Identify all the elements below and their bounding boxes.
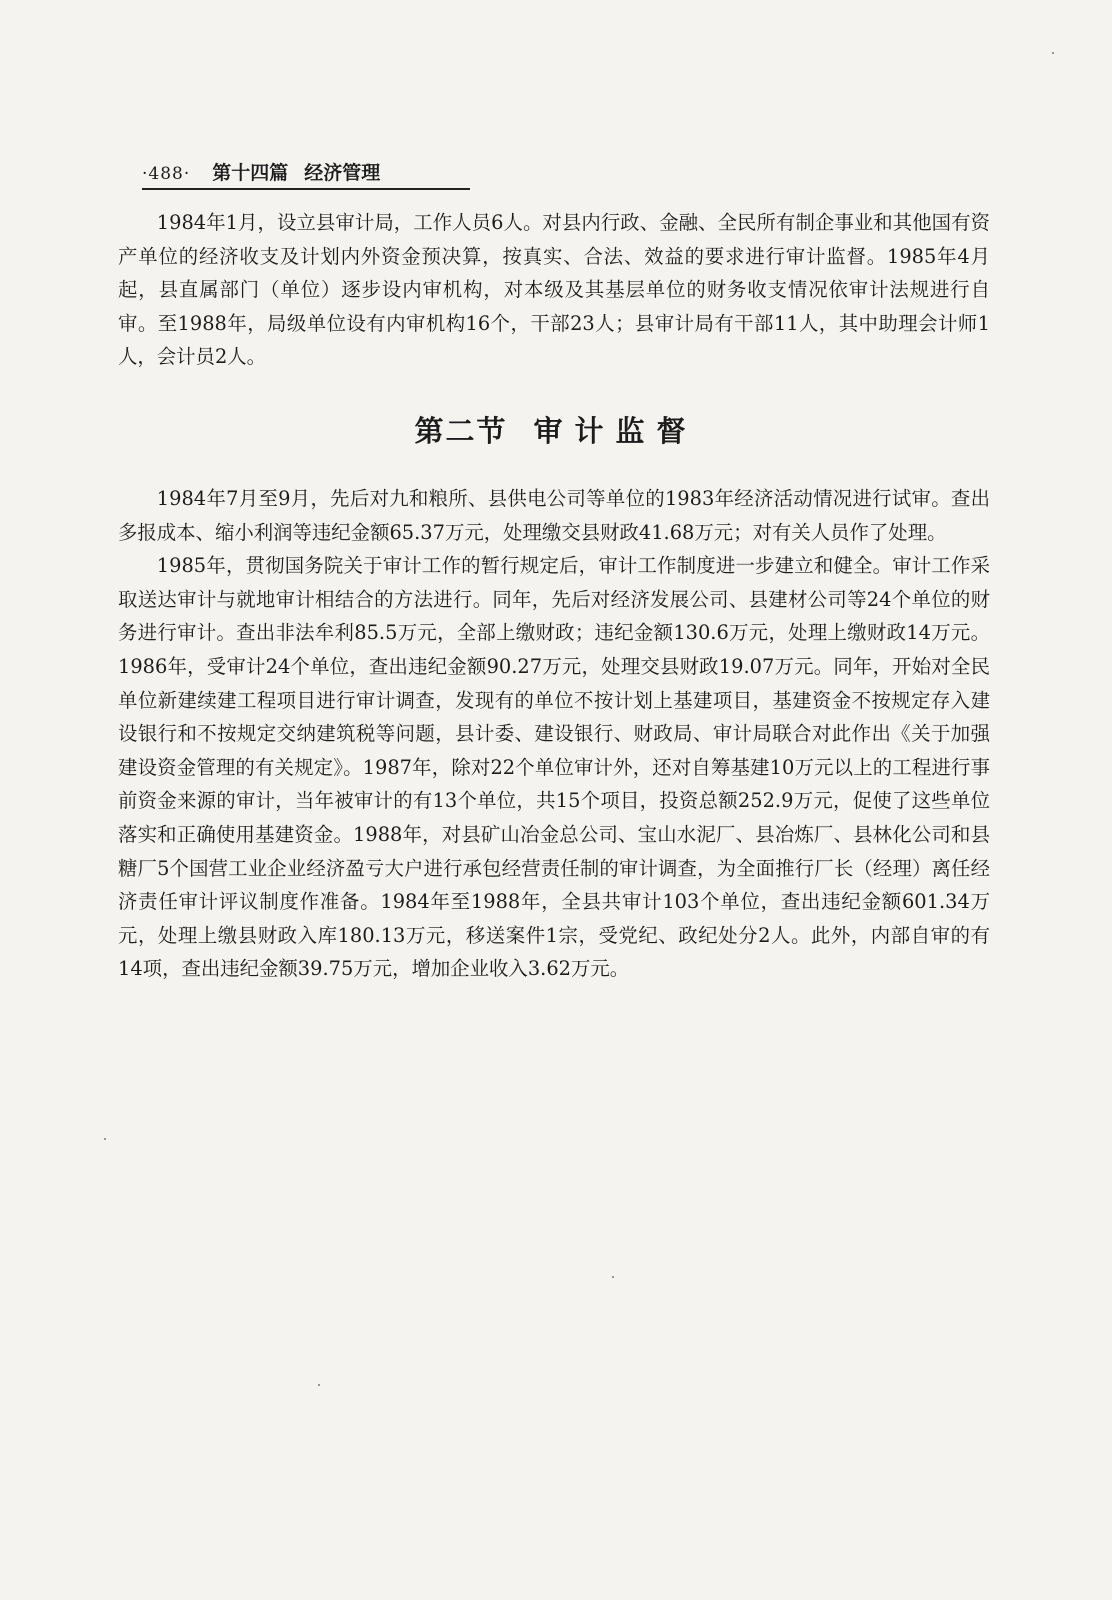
part-title: 第十四篇 <box>212 162 289 184</box>
paragraph: 1984年7月至9月，先后对九和粮所、县供电公司等单位的1983年经济活动情况进行试审。查出多报成本、缩小利润等违纪金额65.37万元，处理缴交县财政41.68万元；对有关人员作了处理。 <box>118 487 990 544</box>
paragraph: 1984年1月，设立县审计局，工作人员6人。对县内行政、金融、全民所有制企事业和其他国有资产单位的经济收支及计划内外资金预决算，按真实、合法、效益的要求进行审计监督。1985年4月起，县直属部门（单位）逐步设内审机构，对本级及其基层单位的财务收支情况依审计法规进行自审。至1988年，局级单位设有内审机构16个，干部23人；县审计局有干部11人，其中助理会计师1人，会计员2人。 <box>118 211 990 369</box>
running-header <box>142 158 470 190</box>
scan-speck <box>612 1276 614 1278</box>
section-body <box>118 482 990 986</box>
section-title: 审计监督 <box>533 414 698 448</box>
section-number: 第二节 <box>414 414 508 448</box>
intro-text <box>118 206 990 374</box>
page-number: ·488· <box>142 164 191 184</box>
section-heading <box>0 409 1112 450</box>
scan-speck <box>318 1384 320 1386</box>
scan-speck <box>1052 52 1054 54</box>
scan-speck <box>104 1138 106 1140</box>
paragraph: 1985年，贯彻国务院关于审计工作的暂行规定后，审计工作制度进一步建立和健全。审计工作采取送达审计与就地审计相结合的方法进行。同年，先后对经济发展公司、县建材公司等24个单位的财务进行审计。查出非法牟利85.5万元，全部上缴财政；违纪金额130.6万元，处理上缴财政14万元。1986年，受审计24个单位，查出违纪金额90.27万元，处理交县财政19.07万元。同年，开始对全民单位新建续建工程项目进行审计调查，发现有的单位不按计划上基建项目，基建资金不按规定存入建设银行和不按规定交纳建筑税等问题，县计委、建设银行、财政局、审计局联合对此作出《关于加强建设资金管理的有关规定》。1987年，除对22个单位审计外，还对自筹基建10万元以上的工程进行事前资金来源的审计，当年被审计的有13个单位，共15个项目，投资总额252.9万元，促使了这些单位落实和正确使用基建资金。1988年，对县矿山冶金总公司、宝山水泥厂、县冶炼厂、县林化公司和县糖厂5个国营工业企业经济盈亏大户进行承包经营责任制的审计调查，为全面推行厂长（经理）离任经济责任审计评议制度作准备。1984年至1988年，全县共审计103个单位，查出违纪金额601.34万元，处理上缴县财政入库180.13万元，移送案件1宗，受党纪、政纪处分2人。此外，内部自审的有14项，查出违纪金额39.75万元，增加企业收入3.62万元。 <box>118 554 990 981</box>
chapter-title: 经济管理 <box>304 162 381 184</box>
